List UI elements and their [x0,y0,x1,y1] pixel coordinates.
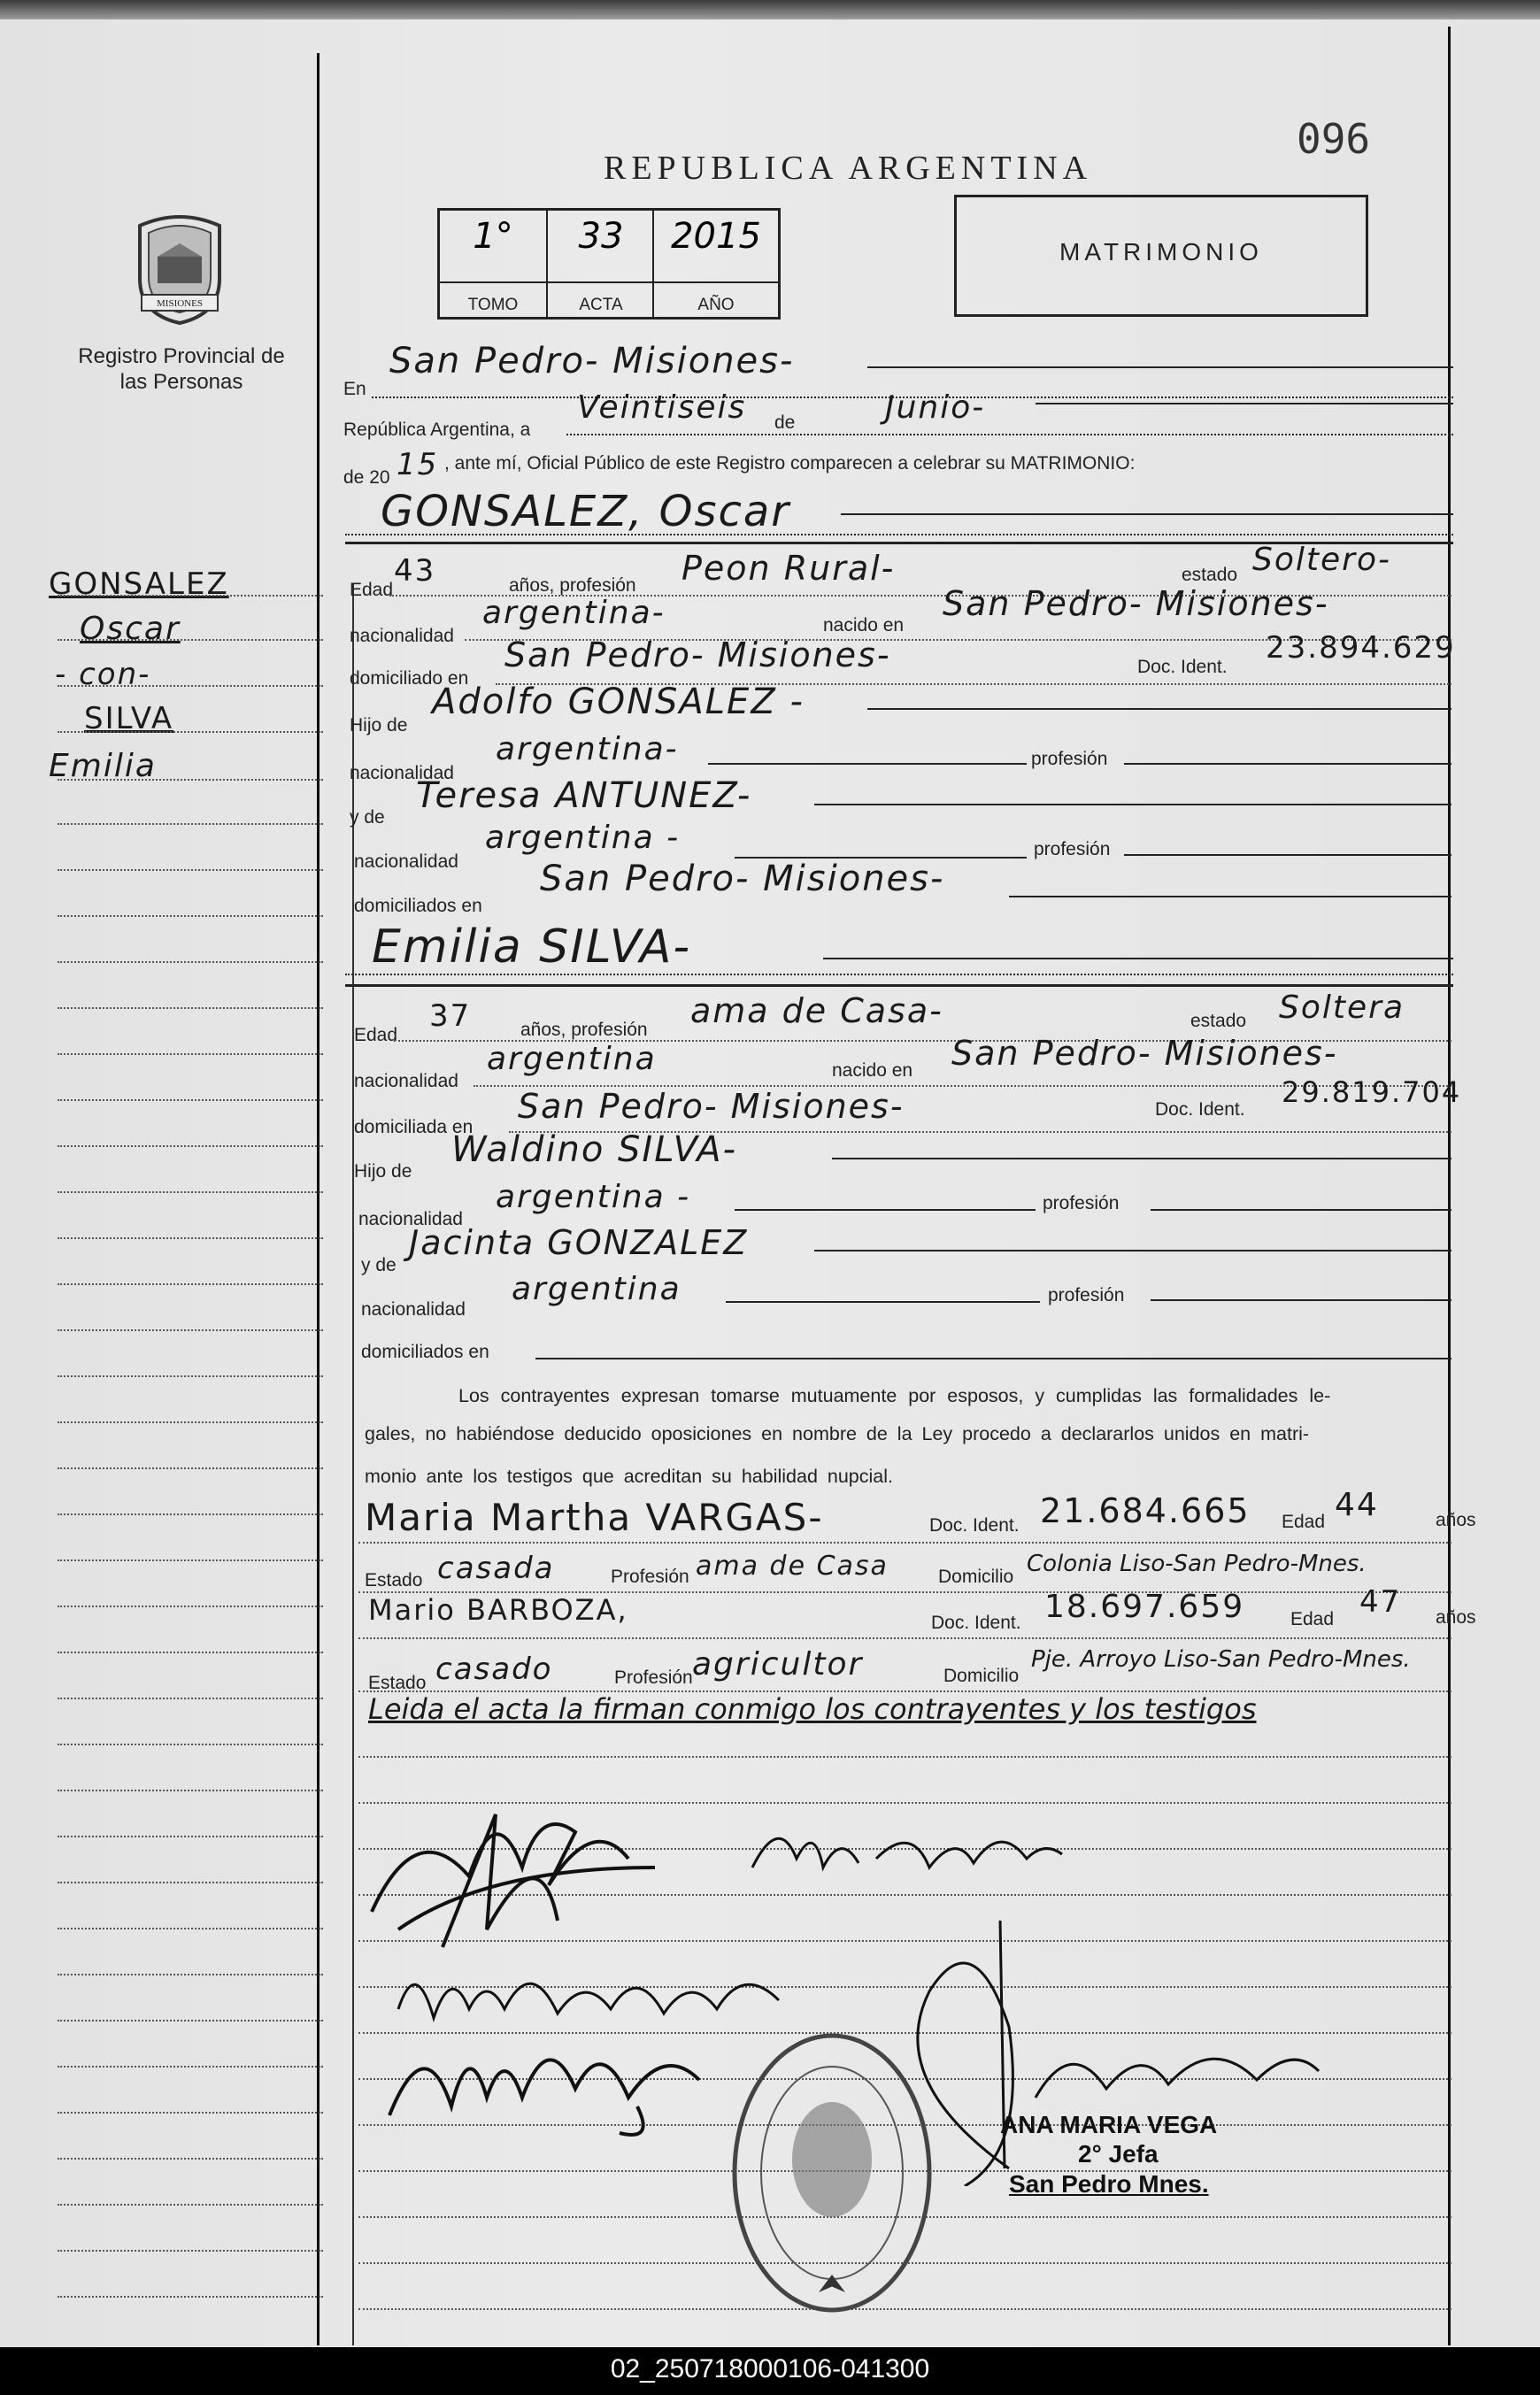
bride-domiciliada-label: domiciliada en [354,1117,474,1137]
margin-groom-surname: GONSALEZ [49,566,229,602]
closing-statement: Leida el acta la firman conmigo los contrayentes y los testigos [368,1692,1257,1726]
right-border-line [1448,27,1451,2345]
witness1-edad-label: Edad [1282,1512,1326,1532]
groom-profession: Peon Rural- [681,549,896,588]
groom-domiciliado-label: domiciliado en [350,668,469,689]
bride-father-nac-label: nacionalidad [358,1209,463,1229]
de-label: de [774,412,796,433]
groom-mother: Teresa ANTUNEZ- [416,775,752,816]
declaration-line-1: Los contrayentes expresan tomarse mutuamente por esposos, y cumplidas las formalidades le- [458,1385,1331,1406]
page-number: 096 [1297,115,1371,163]
witness2-prof-label: Profesión [614,1667,693,1688]
bride-mother-nationality: argentina [512,1271,681,1307]
groom-estado-label: estado [1182,565,1238,585]
groom-father-nationality: argentina- [496,731,679,767]
officer-stamp-line3: San Pedro Mnes. [1009,2170,1209,2198]
witness1-domicilio-label: Domicilio [938,1567,1014,1587]
groom-nationality: argentina- [482,595,666,631]
bride-hijo-label: Hijo de [354,1161,412,1182]
groom-age: 43 [394,553,436,589]
margin-bride-surname: SILVA [84,701,174,736]
witness1-domicile: Colonia Liso-San Pedro-Mnes. [1027,1551,1367,1577]
witness1-doc: 21.684.665 [1040,1491,1251,1530]
groom-hijo-label: Hijo de [350,715,408,735]
witness2-doc: 18.697.659 [1044,1589,1245,1625]
declaration-line-3: monio ante los testigos que acreditan su habilidad nupcial. [365,1466,893,1487]
margin-groom-name: Oscar [80,611,181,647]
margin-bride-name: Emilia [49,748,157,784]
tomo-label: TOMO [467,296,519,314]
witness1-status: casada [437,1551,555,1586]
witness2-age: 47 [1359,1584,1402,1620]
bride-estado-label: estado [1190,1011,1247,1031]
bride-profession: ama de Casa- [690,991,943,1030]
day-value: Veintiseis [577,389,747,426]
footer-file-code: 02_250718000106-041300 [610,2354,930,2383]
registry-round-stamp [726,2027,938,2319]
bride-domicile: San Pedro- Misiones- [518,1087,905,1126]
ano-label: AÑO [697,296,735,314]
witness2-edad-label: Edad [1290,1609,1335,1629]
groom-status: Soltero- [1252,542,1391,578]
bride-age: 37 [429,998,472,1034]
year-prefix: de 20 [343,467,390,488]
acta-label: ACTA [579,296,623,314]
svg-text:MISIONES: MISIONES [157,298,203,309]
bride-born-in: San Pedro- Misiones- [951,1034,1338,1073]
bride-mother: Jacinta GONZALEZ [409,1223,749,1262]
acta-value: 33 [578,216,624,257]
ano-value: 2015 [671,216,761,257]
bride-doc-label: Doc. Ident. [1155,1099,1245,1120]
bride-nationality: argentina [487,1041,657,1077]
act-type-box [954,195,1368,317]
month-value: Junio- [885,389,986,426]
groom-mother-nationality: argentina - [485,820,681,856]
bride-father: Waldino SILVA- [451,1129,738,1170]
bride-nacido-label: nacido en [832,1060,913,1081]
bride-signature [743,1806,1071,1885]
groom-mother-nac-label: nacionalidad [354,851,458,872]
year-suffix: 15 [397,447,439,482]
groom-nac-label: nacionalidad [350,626,454,646]
bride-edad-label: Edad [354,1025,398,1045]
witness2-name: Mario BARBOZA, [368,1593,628,1627]
witness1-prof-label: Profesión [611,1567,689,1587]
left-border-line [317,53,320,2345]
officer-stamp-line2: 2° Jefa [1078,2140,1159,2168]
province-seal-logo [122,208,237,327]
bride-yde-label: y de [361,1255,397,1275]
witness1-profession: ama de Casa [696,1551,889,1582]
witness1-name: Maria Martha VARGAS- [365,1496,824,1539]
groom-doc-label: Doc. Ident. [1137,657,1228,677]
groom-yde-label: y de [350,807,385,828]
bride-mother-nac-label: nacionalidad [361,1299,466,1320]
witness2-domicile: Pje. Arroyo Liso-San Pedro-Mnes. [1031,1646,1411,1673]
groom-father: Adolfo GONSALEZ - [432,682,805,722]
groom-parents-dom-label: domiciliados en [354,896,482,916]
groom-nacido-label: nacido en [823,615,905,635]
margin-con: - con- [55,657,151,692]
act-type-label: MATRIMONIO [1059,238,1263,266]
groom-mother-prof-label: profesión [1034,839,1111,859]
declaration-line-2: gales, no habiéndose deducido oposiciones en nombre de la Ley procedo a declararlos unidos en matri- [365,1423,1310,1444]
groom-name: GONSALEZ, Oscar [381,487,790,536]
country-title: REPUBLICA ARGENTINA [604,150,1093,187]
republica-label: República Argentina, a [343,420,531,440]
groom-father-nac-label: nacionalidad [350,763,454,783]
place-value: San Pedro- Misiones- [389,341,795,381]
witness1-anos-label: años [1436,1510,1476,1530]
officer-stamp-line1: ANA MARIA VEGA [1000,2111,1218,2138]
groom-profesion-label: años, profesión [509,575,636,596]
groom-doc: 23.894.629 [1266,630,1456,666]
witness2-estado-label: Estado [368,1673,427,1693]
inner-border-line [352,584,354,2345]
witness1-age: 44 [1335,1487,1379,1523]
witness2-status: casado [435,1652,553,1687]
bride-doc: 29.819.704 [1282,1075,1462,1109]
witness2-doc-label: Doc. Ident. [931,1613,1021,1633]
witness2-anos-label: años [1436,1607,1476,1628]
bride-status: Soltera [1279,990,1405,1026]
bride-parents-dom-label: domiciliados en [361,1342,489,1362]
intro-statement: , ante mí, Oficial Público de este Registro comparecen a celebrar su MATRIMONIO: [444,453,1136,474]
bride-name: Emilia SILVA- [372,920,692,974]
bride-profesion-label: años, profesión [520,1020,648,1040]
bride-mother-prof-label: profesión [1048,1285,1125,1305]
en-label: En [343,379,366,399]
bride-father-nationality: argentina - [496,1179,691,1215]
groom-edad-label: Edad [350,580,394,600]
groom-father-prof-label: profesión [1031,749,1108,769]
tomo-value: 1° [473,216,513,257]
groom-parents-domicile: San Pedro- Misiones- [540,859,945,899]
groom-domicile: San Pedro- Misiones- [504,635,891,674]
record-box [437,208,781,320]
groom-signature [363,1779,681,1956]
bride-father-prof-label: profesión [1043,1193,1120,1213]
witness2-signature [372,2009,743,2142]
bride-nac-label: nacionalidad [354,1071,458,1091]
witness2-domicilio-label: Domicilio [943,1666,1020,1686]
groom-born-in: San Pedro- Misiones- [943,584,1329,623]
witness2-profession: agricultor [692,1646,864,1683]
witness1-estado-label: Estado [365,1570,423,1590]
witness1-doc-label: Doc. Ident. [929,1515,1020,1536]
registry-name: Registro Provincial de las Personas [78,344,285,394]
